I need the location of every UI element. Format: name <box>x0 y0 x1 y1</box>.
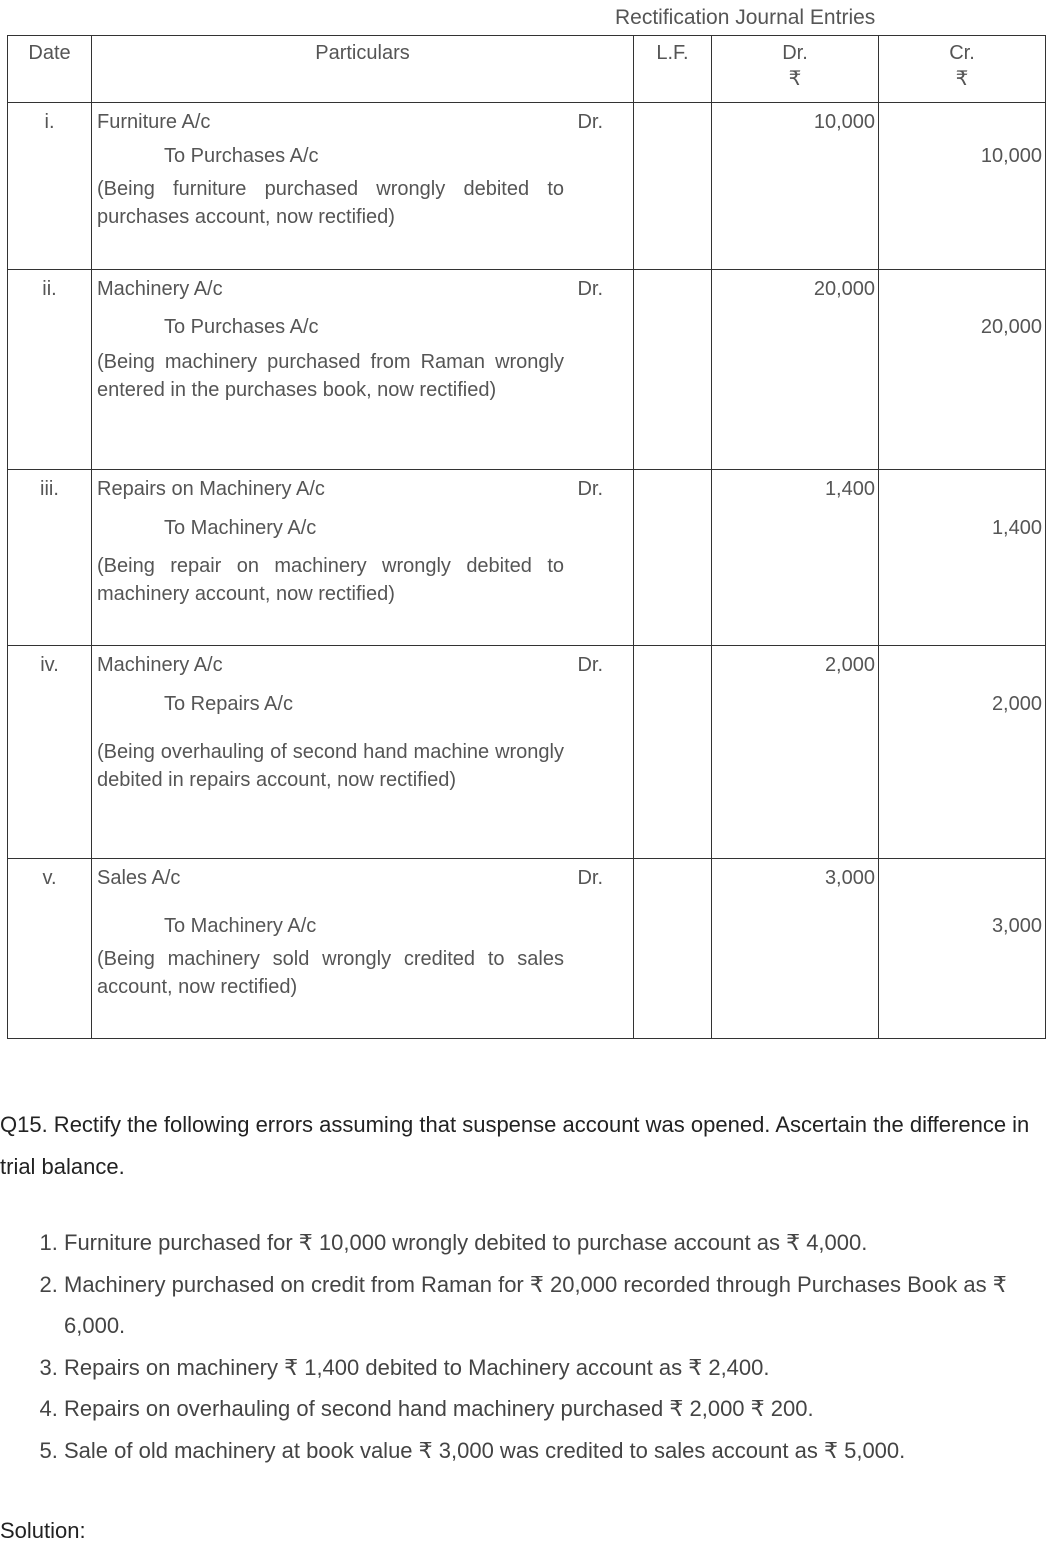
dr-cell <box>712 103 879 270</box>
cr-cell <box>879 859 1046 1039</box>
cr-amount: 2,000 <box>991 693 1042 715</box>
entry-date: ii. <box>42 278 57 300</box>
dr-marker: Dr. <box>577 478 603 500</box>
table-row <box>8 646 1046 859</box>
list-item: 2. Machinery purchased on credit from Raman for ₹ 20,000 recorded through Purchases Book as ₹ 6,000. <box>64 1264 1034 1347</box>
debit-account: Furniture A/c <box>97 111 211 133</box>
dr-amount: 1,400 <box>824 478 875 500</box>
dr-marker: Dr. <box>577 111 603 133</box>
debit-account: Machinery A/c <box>97 278 223 300</box>
header-dr <box>712 36 879 103</box>
journal-table <box>7 35 1046 1039</box>
header-date: Date <box>8 36 92 103</box>
cr-cell <box>879 103 1046 270</box>
dr-label: Dr. <box>782 42 808 64</box>
credit-account: To Machinery A/c <box>164 517 317 539</box>
credit-account: To Purchases A/c <box>164 145 319 167</box>
date-cell <box>8 103 92 270</box>
currency-symbol: ₹ <box>955 68 969 90</box>
particulars-cell <box>92 646 634 859</box>
table-row <box>8 270 1046 470</box>
dr-amount: 3,000 <box>824 867 875 889</box>
list-item: 1. Furniture purchased for ₹ 10,000 wrongly debited to purchase account as ₹ 4,000. <box>64 1222 1034 1264</box>
credit-account: To Machinery A/c <box>164 915 317 937</box>
debit-account: Repairs on Machinery A/c <box>97 478 325 500</box>
entry-date: iii. <box>40 478 59 500</box>
credit-account: To Repairs A/c <box>164 693 293 715</box>
narration: (Being overhauling of second hand machine wrongly debited in repairs account, now rectified) <box>97 741 564 791</box>
debit-account: Machinery A/c <box>97 654 223 676</box>
table-caption: Rectification Journal Entries <box>615 6 876 29</box>
header-particulars: Particulars <box>92 36 634 103</box>
narration: (Being machinery purchased from Raman wrongly entered in the purchases book, now rectified) <box>97 351 564 401</box>
lf-cell <box>634 646 712 859</box>
question-text: Q15. Rectify the following errors assuming that suspense account was opened. Ascertain the difference in trial balance. <box>0 1112 1030 1179</box>
dr-cell <box>712 859 879 1039</box>
currency-symbol: ₹ <box>788 68 802 90</box>
lf-cell <box>634 859 712 1039</box>
cr-cell <box>879 270 1046 470</box>
particulars-cell <box>92 270 634 470</box>
date-cell <box>8 470 92 646</box>
dr-amount: 10,000 <box>813 111 875 133</box>
cr-amount: 10,000 <box>980 145 1042 167</box>
list-item: 5. Sale of old machinery at book value ₹ 3,000 was credited to sales account as ₹ 5,000. <box>64 1430 1034 1472</box>
cr-cell <box>879 646 1046 859</box>
date-cell <box>8 270 92 470</box>
narration: (Being furniture purchased wrongly debited to purchases account, now rectified) <box>97 178 564 228</box>
credit-account: To Purchases A/c <box>164 316 319 338</box>
cr-amount: 20,000 <box>980 316 1042 338</box>
dr-marker: Dr. <box>577 278 603 300</box>
dr-cell <box>712 646 879 859</box>
lf-cell <box>634 103 712 270</box>
particulars-cell <box>92 103 634 270</box>
date-cell <box>8 646 92 859</box>
dr-marker: Dr. <box>577 654 603 676</box>
debit-account: Sales A/c <box>97 867 181 889</box>
cr-label: Cr. <box>949 42 975 64</box>
table-header <box>8 36 1046 103</box>
table-row <box>8 470 1046 646</box>
cr-cell <box>879 470 1046 646</box>
entry-date: iv. <box>40 654 59 676</box>
particulars-cell <box>92 859 634 1039</box>
dr-amount: 20,000 <box>813 278 875 300</box>
dr-amount: 2,000 <box>824 654 875 676</box>
cr-amount: 3,000 <box>991 915 1042 937</box>
dr-cell <box>712 470 879 646</box>
table-row <box>8 103 1046 270</box>
lf-cell <box>634 470 712 646</box>
header-cr <box>879 36 1046 103</box>
lf-cell <box>634 270 712 470</box>
dr-cell <box>712 270 879 470</box>
solution-label: Solution: <box>0 1518 86 1543</box>
entry-date: v. <box>42 867 57 889</box>
error-list <box>0 1222 1034 1471</box>
dr-marker: Dr. <box>577 867 603 889</box>
narration: (Being machinery sold wrongly credited to sales account, now rectified) <box>97 948 564 998</box>
cr-amount: 1,400 <box>991 517 1042 539</box>
header-lf: L.F. <box>634 36 712 103</box>
narration: (Being repair on machinery wrongly debited to machinery account, now rectified) <box>97 555 564 605</box>
table-row <box>8 859 1046 1039</box>
date-cell <box>8 859 92 1039</box>
list-item: 4. Repairs on overhauling of second hand machinery purchased ₹ 2,000 ₹ 200. <box>64 1388 1034 1430</box>
list-item: 3. Repairs on machinery ₹ 1,400 debited to Machinery account as ₹ 2,400. <box>64 1347 1034 1389</box>
particulars-cell <box>92 470 634 646</box>
entry-date: i. <box>44 111 55 133</box>
